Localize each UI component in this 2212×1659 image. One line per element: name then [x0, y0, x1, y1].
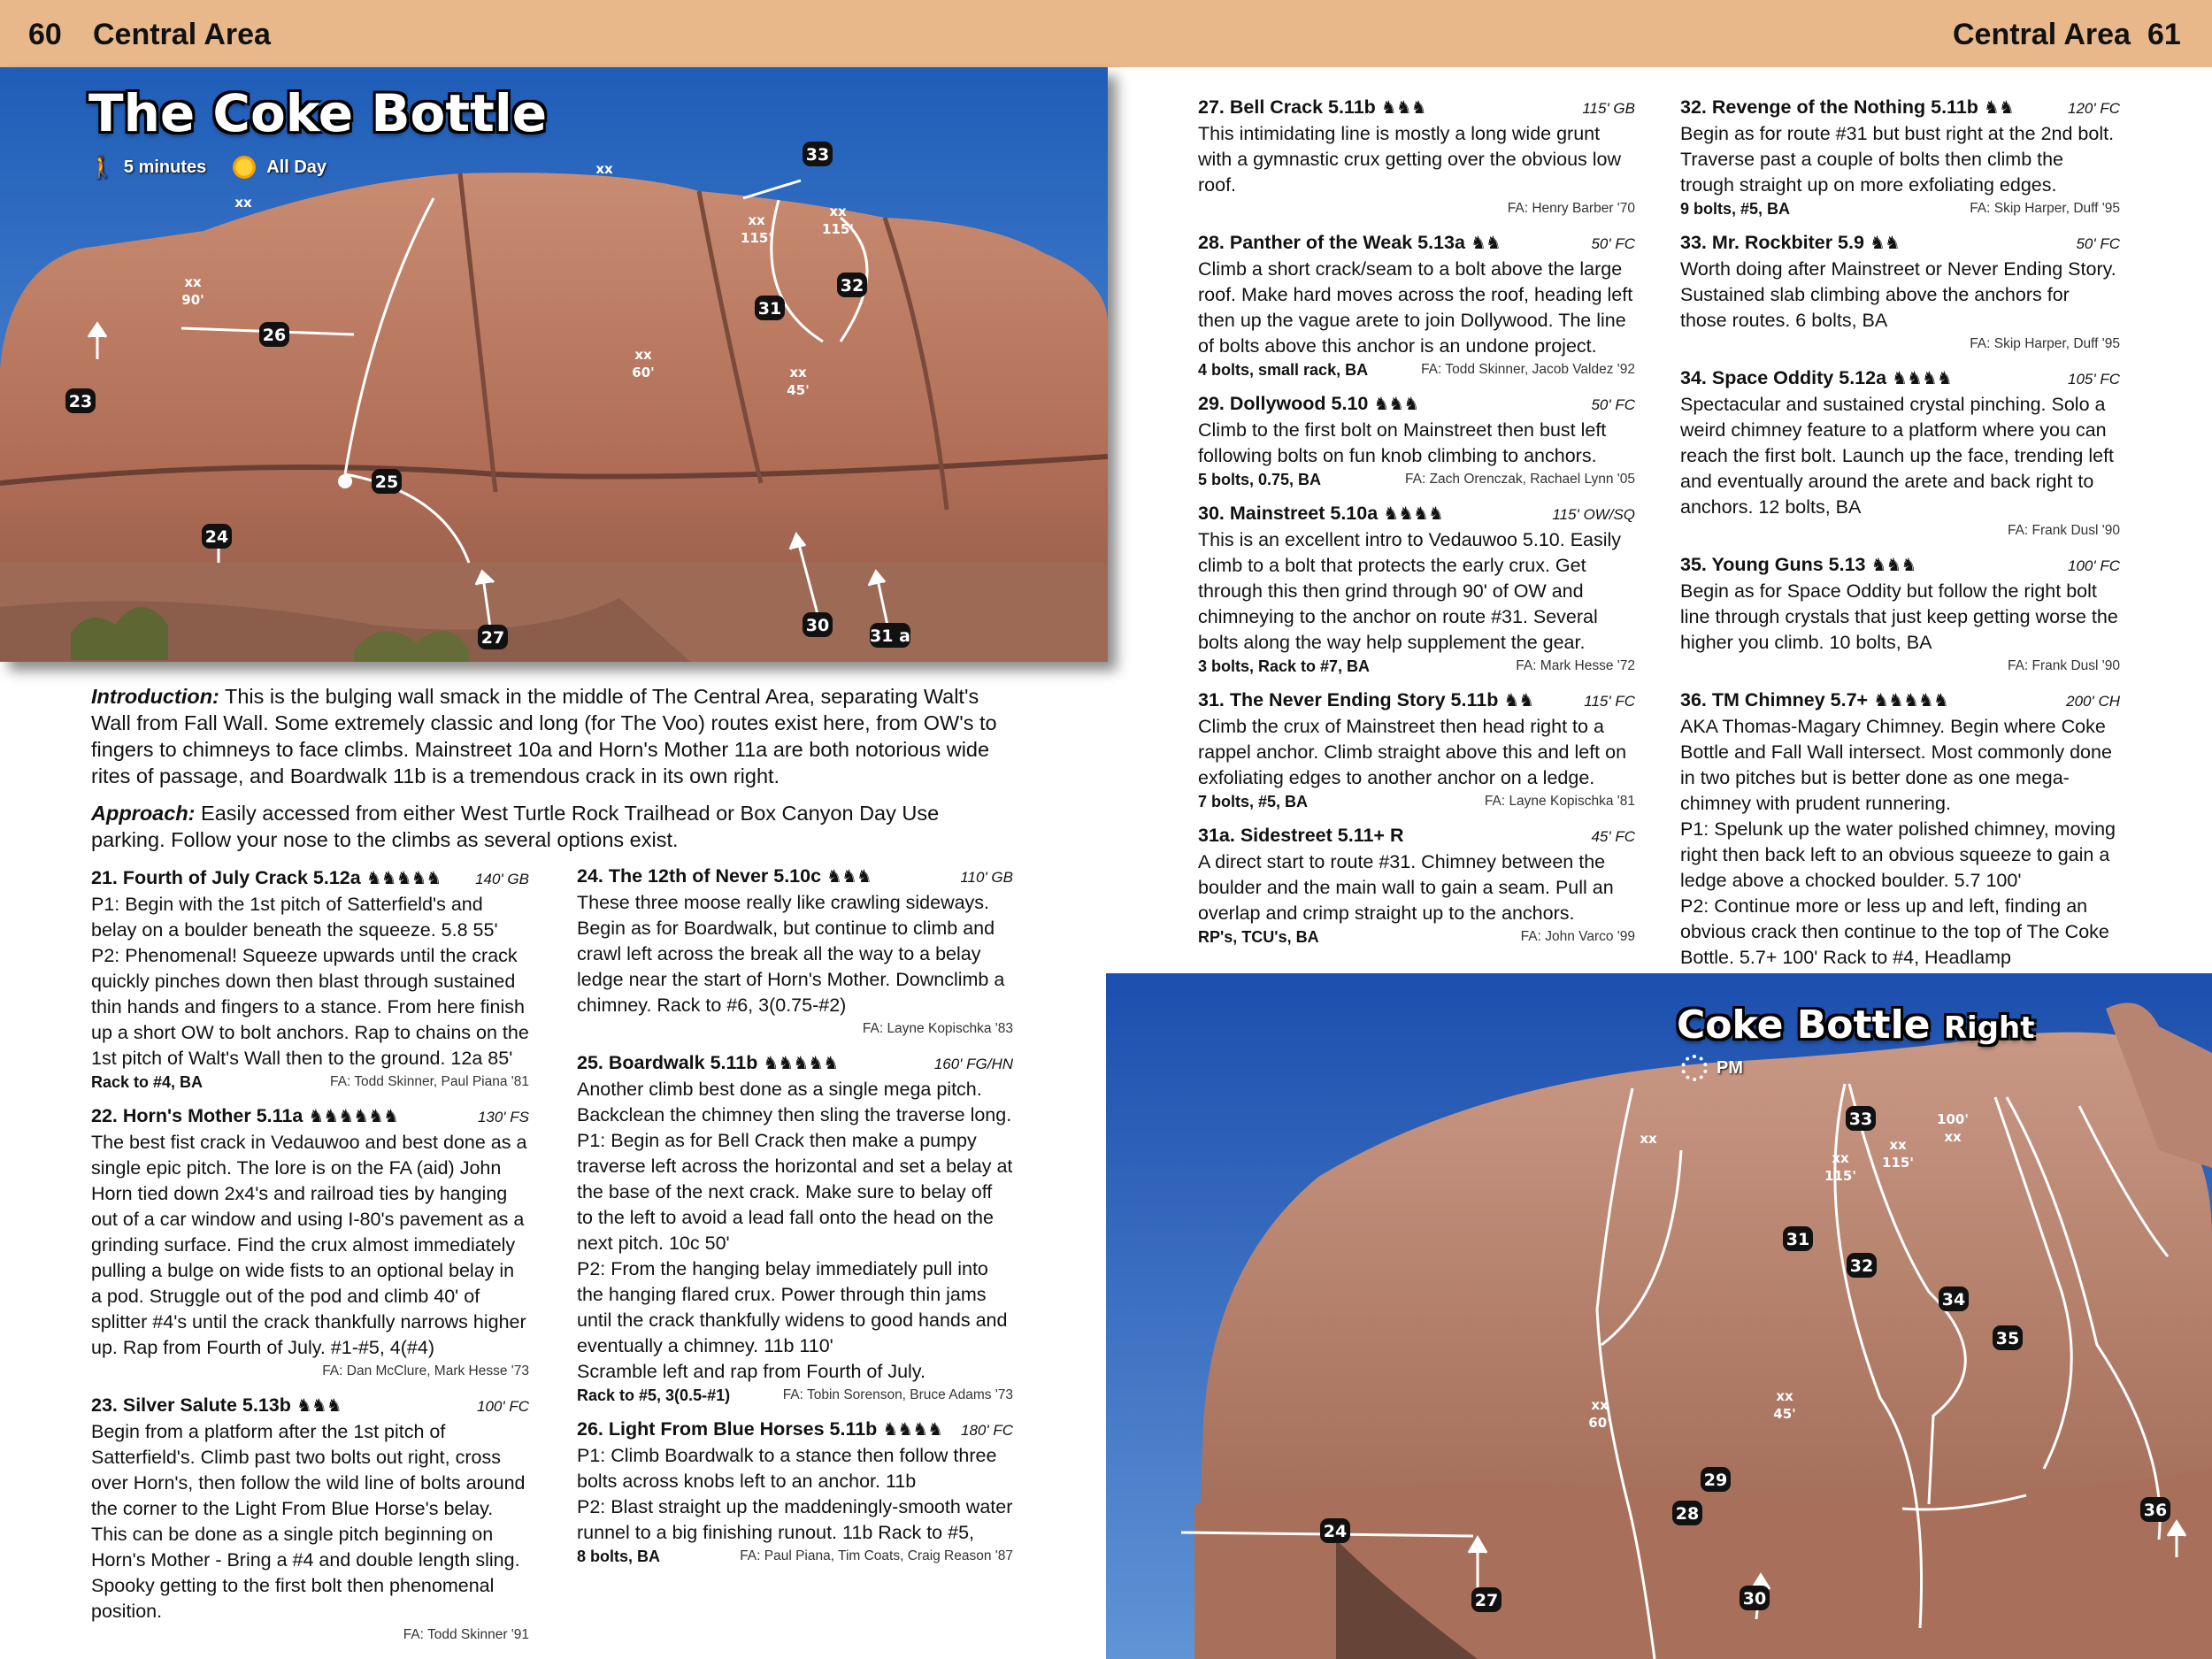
route-name: 30. Mainstreet 5.10a	[1198, 503, 1379, 524]
route-entry	[577, 1417, 1013, 1567]
route-entry	[1198, 687, 1635, 812]
svg-text:34: 34	[1941, 1290, 1966, 1310]
route-gear: 7 bolts, #5, BA	[1198, 793, 1309, 810]
route-entry	[577, 864, 1013, 1040]
route-heading	[1680, 552, 2120, 579]
first-ascent: FA: Mark Hesse '72	[1516, 658, 1635, 673]
route-footer	[1680, 334, 2120, 355]
route-description: P1: Climb Boardwalk to a stance then follow three bolts across knobs left to an anchor. 11b	[577, 1445, 997, 1492]
route-entry	[91, 1103, 529, 1382]
route-entry	[1198, 95, 1635, 219]
left-page-number: 60	[28, 18, 62, 51]
route-description: Climb to the first bolt on Mainstreet then bust left following bolts on fun knob climbing to anchors.	[1198, 419, 1607, 466]
left-section-title: Central Area	[93, 18, 271, 51]
route-column-1	[91, 865, 529, 1656]
svg-text:xx: xx	[1776, 1388, 1793, 1404]
svg-text:29: 29	[1703, 1471, 1728, 1490]
route-column-4	[1680, 95, 2120, 1002]
route-length: 50' FC	[2076, 235, 2120, 252]
route-description: A direct start to route #31. Chimney between the boulder and the main wall to gain a seam. Pull an overlap and crimp straight up to the anchors.	[1198, 851, 1614, 924]
route-entry	[1198, 823, 1635, 948]
coke-bottle-right-photo	[1106, 973, 2212, 1659]
route-name: 33. Mr. Rockbiter 5.9	[1680, 232, 1864, 253]
first-ascent: FA: Paul Piana, Tim Coats, Craig Reason '87	[740, 1548, 1013, 1563]
moose-rating-icon: ♞♞♞	[296, 1396, 342, 1416]
route-name: 29. Dollywood 5.10	[1198, 393, 1369, 414]
route-footer	[577, 1018, 1013, 1040]
route-heading	[91, 1103, 529, 1130]
svg-text:24: 24	[204, 527, 229, 547]
svg-text:xx: xx	[829, 204, 847, 219]
approach-paragraph	[91, 800, 1002, 853]
svg-text:45': 45'	[787, 382, 810, 398]
intro-section	[91, 683, 1002, 864]
route-length: 100' FC	[2068, 557, 2120, 574]
approach-text: Easily accessed from either West Turtle Rock Trailhead or Box Canyon Day Use parking. Follow your nose to the climbs as several options exist.	[91, 802, 940, 851]
svg-text:45': 45'	[1773, 1406, 1796, 1422]
coke-bottle-photo	[0, 67, 1108, 662]
route-description: Spectacular and sustained crystal pinching. Solo a weird chimney feature to a platform where you can reach the first bolt. Launch up the face, trending left and eventually around the arete and back right to anchors. 12 bolts, BA	[1680, 394, 2115, 518]
route-description: This intimidating line is mostly a long wide grunt with a gymnastic crux getting over the obvious low roof.	[1198, 123, 1622, 196]
moose-rating-icon: ♞♞♞♞♞	[365, 869, 442, 888]
first-ascent: FA: Dan McClure, Mark Hesse '73	[322, 1363, 529, 1379]
route-description: Begin as for route #31 but bust right at the 2nd bolt. Traverse past a couple of bolts then climb the trough straight up on more exfoliating edges.	[1680, 123, 2115, 196]
route-length: 200' CH	[2066, 693, 2120, 710]
route-gear: 8 bolts, BA	[577, 1548, 661, 1565]
route-name: 36. TM Chimney 5.7+	[1680, 689, 1869, 710]
moose-rating-icon: ♞♞	[1470, 234, 1501, 253]
route-heading	[1198, 95, 1635, 121]
route-entry	[91, 865, 529, 1093]
route-length: 115' OW/SQ	[1552, 506, 1635, 523]
route-description: P2: From the hanging belay immediately pull into the hanging flared crux. Power through thin jams until the crack thankfully widens to good hands and eventually a chimney. 11b 110'	[577, 1258, 1008, 1356]
route-heading	[577, 1050, 1013, 1077]
route-heading	[577, 1417, 1013, 1443]
route-footer	[91, 1624, 529, 1646]
moose-rating-icon: ♞♞♞♞	[882, 1420, 943, 1440]
svg-text:23: 23	[68, 392, 93, 411]
svg-text:36: 36	[2143, 1501, 2168, 1520]
svg-text:24: 24	[1323, 1522, 1348, 1541]
svg-text:25: 25	[374, 472, 399, 492]
route-heading	[91, 1393, 529, 1419]
sun-exposure-right: PM	[1717, 1057, 1743, 1078]
route-entry	[577, 1050, 1013, 1406]
route-heading	[1680, 230, 2120, 257]
first-ascent: FA: Tobin Sorenson, Bruce Adams '73	[782, 1387, 1013, 1402]
route-entry	[1198, 391, 1635, 490]
svg-text:30: 30	[805, 616, 830, 635]
route-gear: 9 bolts, #5, BA	[1680, 200, 1791, 218]
svg-text:xx: xx	[1640, 1131, 1657, 1147]
first-ascent: FA: Todd Skinner, Jacob Valdez '92	[1421, 362, 1635, 377]
sun-icon	[231, 154, 257, 180]
route-gear: 3 bolts, Rack to #7, BA	[1198, 657, 1371, 675]
moose-rating-icon: ♞♞	[1983, 98, 2014, 118]
route-description: Another climb best done as a single mega pitch. Backclean the chimney then sling the traverse long.	[577, 1079, 1012, 1125]
route-description: Climb the crux of Mainstreet then head right to a rappel anchor. Climb straight above this and left on exfoliating edges to another anchor on a ledge.	[1198, 716, 1627, 788]
photo-right-title	[1677, 1002, 2034, 1048]
route-name: 31. The Never Ending Story 5.11b	[1198, 689, 1499, 710]
moose-rating-icon: ♞♞♞♞♞	[763, 1054, 839, 1073]
route-entry	[1198, 501, 1635, 677]
right-page-number: 61	[2147, 18, 2181, 51]
first-ascent: FA: John Varco '99	[1520, 929, 1635, 944]
photo-right-title-main: Coke Bottle	[1677, 1002, 1931, 1048]
route-heading	[1680, 687, 2120, 714]
svg-text:100': 100'	[1937, 1111, 1969, 1127]
moose-rating-icon: ♞♞♞♞	[1383, 504, 1443, 524]
route-heading	[91, 865, 529, 892]
moose-rating-icon: ♞♞	[1503, 691, 1534, 710]
route-footer	[1198, 791, 1635, 812]
route-footer	[577, 1385, 1013, 1406]
route-description: These three moose really like crawling sideways. Begin as for Boardwalk, but continue to climb and crawl left across the break all the way to a belay ledge near the start of Horn's Mother. Downclimb a chimney. Rack to #6, 3(0.75-#2)	[577, 892, 1005, 1016]
approach-label: Approach:	[91, 802, 196, 825]
moose-rating-icon: ♞♞♞♞	[1892, 369, 1952, 388]
svg-text:33: 33	[1848, 1110, 1873, 1129]
route-footer	[1198, 359, 1635, 380]
svg-text:32: 32	[840, 276, 864, 296]
route-heading	[1198, 230, 1635, 257]
route-length: 45' FC	[1591, 828, 1635, 845]
route-footer	[1680, 656, 2120, 677]
route-length: 140' GB	[475, 871, 529, 887]
svg-text:xx: xx	[748, 212, 765, 228]
route-entry	[1680, 552, 2120, 677]
first-ascent: FA: Layne Kopischka '81	[1484, 794, 1635, 809]
route-entry	[1680, 230, 2120, 355]
route-name: 35. Young Guns 5.13	[1680, 554, 1866, 575]
page-header	[0, 0, 2212, 67]
intro-paragraph	[91, 683, 1002, 789]
sun-outline-icon	[1681, 1055, 1708, 1081]
route-description: AKA Thomas-Magary Chimney. Begin where Coke Bottle and Fall Wall intersect. Most commonly done in two pitches but is better done as one mega-chimney with prudent runnering.	[1680, 716, 2112, 814]
route-length: 110' GB	[960, 869, 1013, 886]
route-name: 32. Revenge of the Nothing 5.11b	[1680, 96, 1978, 118]
route-description: Begin from a platform after the 1st pitch of Satterfield's. Climb past two bolts out right, cross over Horn's, then follow the wild line of bolts around the corner to the Light From Blue Horse's belay. This can be done as a single pitch beginning on Horn's Mother - Bring a #4 and double length sling. Spooky getting to the first bolt then phenomenal position.	[91, 1421, 526, 1622]
svg-text:xx: xx	[1889, 1137, 1907, 1153]
svg-text:32: 32	[1849, 1256, 1874, 1276]
svg-text:33: 33	[805, 145, 830, 165]
route-length: 120' FC	[2068, 100, 2120, 117]
moose-rating-icon: ♞♞♞	[826, 867, 872, 887]
route-name: 24. The 12th of Never 5.10c	[577, 865, 822, 887]
svg-text:60': 60'	[632, 365, 655, 380]
svg-text:31: 31	[757, 299, 782, 319]
route-length: 50' FC	[1591, 235, 1635, 252]
route-gear: RP's, TCU's, BA	[1198, 928, 1319, 946]
first-ascent: FA: Todd Skinner '91	[403, 1627, 529, 1642]
svg-text:xx: xx	[1944, 1129, 1962, 1145]
svg-text:xx: xx	[234, 195, 252, 211]
route-name: 34. Space Oddity 5.12a	[1680, 367, 1887, 388]
route-name: 26. Light From Blue Horses 5.11b	[577, 1418, 878, 1440]
route-heading	[1198, 687, 1635, 714]
route-length: 180' FC	[961, 1422, 1013, 1439]
svg-text:30: 30	[1742, 1589, 1767, 1609]
route-length: 115' FC	[1584, 693, 1635, 710]
svg-text:xx: xx	[595, 161, 613, 177]
route-heading	[1198, 823, 1635, 849]
svg-text:35: 35	[1995, 1329, 2020, 1348]
photo-right-title-sub: Right	[1943, 1010, 2035, 1046]
moose-rating-icon: ♞♞♞	[1373, 395, 1419, 414]
svg-text:xx: xx	[634, 347, 652, 363]
route-heading	[1198, 501, 1635, 527]
route-footer	[577, 1546, 1013, 1567]
moose-rating-icon: ♞♞	[1869, 234, 1900, 253]
route-name: 22. Horn's Mother 5.11a	[91, 1105, 303, 1126]
svg-text:28: 28	[1675, 1504, 1700, 1524]
route-gear: 5 bolts, 0.75, BA	[1198, 471, 1322, 488]
first-ascent: FA: Skip Harper, Duff '95	[1970, 201, 2120, 216]
svg-text:xx: xx	[184, 274, 202, 290]
route-footer	[91, 1361, 529, 1382]
hiker-icon: 🚶	[88, 155, 115, 180]
route-gear: Rack to #4, BA	[91, 1073, 204, 1091]
route-footer	[1680, 198, 2120, 219]
moose-rating-icon: ♞♞♞	[1870, 556, 1916, 575]
route-description: This is an excellent intro to Vedauwoo 5.10. Easily climb to a bolt that protects the early crux. Get through this then grind through 90' of OW and chimneying to the anchor on route #31. Several bolts along the way help supplement the gear.	[1198, 529, 1622, 653]
route-heading	[1680, 365, 2120, 392]
moose-rating-icon: ♞♞♞♞♞	[1873, 691, 1948, 710]
route-name: 31a. Sidestreet 5.11+ R	[1198, 825, 1404, 846]
route-name: 23. Silver Salute 5.13b	[91, 1394, 291, 1416]
route-description: Worth doing after Mainstreet or Never Ending Story. Sustained slab climbing above the anchors for those routes. 6 bolts, BA	[1680, 258, 2116, 331]
route-column-2	[577, 864, 1013, 1578]
route-length: 130' FS	[477, 1109, 529, 1125]
first-ascent: FA: Zach Orenczak, Rachael Lynn '05	[1405, 472, 1635, 487]
route-footer	[1198, 926, 1635, 948]
svg-text:115': 115'	[1882, 1155, 1914, 1171]
intro-text: This is the bulging wall smack in the middle of The Central Area, separating Walt's Wall from Fall Wall. Some extremely classic and long (for The Voo) routes exist here, from OW's to fingers to chimneys to face climbs. Mainstreet 10a and Horn's Mother 11a are both notorious wide rites of passage, and Boardwalk 11b is a tremendous crack in its own right.	[91, 685, 997, 787]
route-column-3	[1198, 95, 1635, 958]
route-description: P2: Phenomenal! Squeeze upwards until the crack quickly pinches down then blast through sustained thin hands and fingers to a stance. From here finish up a short OW to bolt anchors. Rap to chains on the 1st pitch of Walt's Wall then to the ground. 12a 85'	[91, 945, 529, 1069]
route-name: 27. Bell Crack 5.11b	[1198, 96, 1376, 118]
route-description: P1: Spelunk up the water polished chimney, moving right then back left to an obvious squeeze to gain a ledge above a chocked boulder. 5.7 100'	[1680, 818, 2116, 891]
svg-text:115': 115'	[741, 230, 772, 246]
first-ascent: FA: Todd Skinner, Paul Piana '81	[330, 1074, 529, 1089]
svg-text:90': 90'	[181, 292, 204, 308]
right-section-title: Central Area	[1953, 18, 2131, 51]
route-description: Scramble left and rap from Fourth of July.	[577, 1361, 926, 1382]
route-description: Climb a short crack/seam to a bolt above the large roof. Make hard moves across the roof, heading left then up the vague arete to join Dollywood. The line of bolts above this anchor is an undone project.	[1198, 258, 1633, 357]
first-ascent: FA: Frank Dusl '90	[2007, 523, 2120, 538]
route-length: 160' FG/HN	[933, 1056, 1013, 1072]
route-length: 100' FC	[477, 1398, 529, 1415]
svg-text:31: 31	[1786, 1230, 1810, 1249]
route-entry	[1680, 687, 2120, 992]
route-gear: Rack to #5, 3(0.5-#1)	[577, 1386, 731, 1404]
route-description: P1: Begin as for Bell Crack then make a pumpy traverse left across the horizontal and set a belay at the base of the next crack. Make sure to belay off to the left to avoid a lead fall onto the head on the next pitch. 10c 50'	[577, 1130, 1013, 1254]
route-description: P1: Begin with the 1st pitch of Satterfield's and belay on a boulder beneath the squeeze. 5.8 55'	[91, 894, 498, 941]
route-entry	[91, 1393, 529, 1646]
route-heading	[1198, 391, 1635, 418]
route-footer	[1198, 656, 1635, 677]
svg-text:xx: xx	[1832, 1150, 1849, 1166]
route-entry	[1680, 365, 2120, 541]
sun-exposure: All Day	[266, 157, 327, 177]
svg-text:xx: xx	[789, 365, 807, 380]
approach-time: 5 minutes	[123, 157, 207, 177]
route-footer	[1680, 520, 2120, 541]
first-ascent: FA: Skip Harper, Duff '95	[1970, 336, 2120, 351]
moose-rating-icon: ♞♞♞♞♞♞	[308, 1107, 398, 1126]
photo-meta	[88, 154, 326, 180]
svg-text:60': 60'	[1588, 1415, 1611, 1431]
moose-rating-icon: ♞♞♞	[1380, 98, 1426, 118]
route-footer	[1198, 469, 1635, 490]
svg-text:115': 115'	[822, 221, 854, 237]
route-footer	[1198, 198, 1635, 219]
route-name: 21. Fourth of July Crack 5.12a	[91, 867, 361, 888]
route-entry	[1680, 95, 2120, 219]
svg-text:27: 27	[480, 628, 505, 648]
route-heading	[577, 864, 1013, 890]
route-gear: 4 bolts, small rack, BA	[1198, 361, 1369, 379]
intro-label: Introduction:	[91, 685, 219, 708]
photo-right-meta	[1681, 1055, 1743, 1081]
route-length: 50' FC	[1591, 396, 1635, 413]
first-ascent: FA: Layne Kopischka '83	[862, 1021, 1013, 1036]
route-footer	[91, 1071, 529, 1093]
photo-title: The Coke Bottle	[88, 83, 548, 143]
svg-text:27: 27	[1474, 1591, 1499, 1610]
svg-text:26: 26	[262, 326, 287, 345]
route-name: 25. Boardwalk 5.11b	[577, 1052, 758, 1073]
route-description: P2: Continue more or less up and left, finding an obvious crack then continue to the top of The Coke Bottle. 5.7+ 100' Rack to #4, Headlamp	[1680, 895, 2109, 968]
svg-text:31 a: 31 a	[870, 626, 910, 646]
route-description: Begin as for Space Oddity but follow the right bolt line through crystals that just keep getting worse the higher you climb. 10 bolts, BA	[1680, 580, 2118, 653]
route-name: 28. Panther of the Weak 5.13a	[1198, 232, 1465, 253]
first-ascent: FA: Henry Barber '70	[1507, 201, 1635, 216]
route-length: 115' GB	[1582, 100, 1635, 117]
route-entry	[1198, 230, 1635, 380]
svg-text:xx: xx	[1591, 1397, 1609, 1413]
svg-text:115': 115'	[1824, 1168, 1856, 1184]
coke-bottle-right-topo	[1106, 973, 2212, 1659]
route-heading	[1680, 95, 2120, 121]
route-length: 105' FC	[2068, 371, 2120, 388]
route-description: The best fist crack in Vedauwoo and best done as a single epic pitch. The lore is on the FA (aid) John Horn tied down 2x4's and railroad ties by hanging out of a car window and using I-80's pavement as a grinding surface. Find the crux almost immediately pulling a bulge on wide fists to an optional belay in a pod. Struggle out of the pod and climb 40' of splitter #4's until the crack thankfully narrows higher up. Rap from Fourth of July. #1-#5, 4(#4)	[91, 1132, 527, 1358]
first-ascent: FA: Frank Dusl '90	[2007, 658, 2120, 673]
route-description: P2: Blast straight up the maddeningly-smooth water runnel to a big finishing runout. 11b Rack to #5,	[577, 1496, 1013, 1543]
